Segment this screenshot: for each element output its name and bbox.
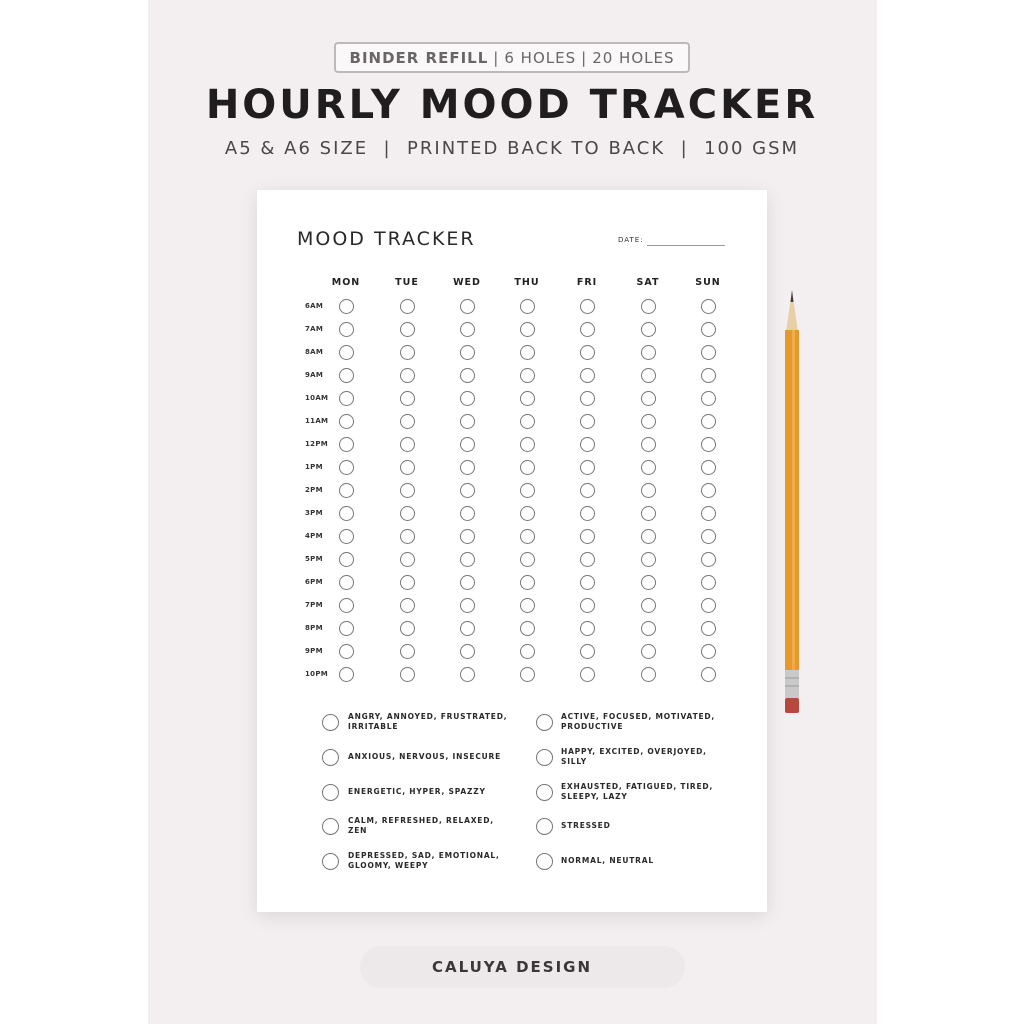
mood-circle-wed-3pm[interactable] — [460, 506, 475, 521]
mood-circle-wed-6am[interactable] — [460, 299, 475, 314]
mood-circle-thu-2pm[interactable] — [520, 483, 535, 498]
mood-circle-sat-5pm[interactable] — [641, 552, 656, 567]
mood-circle-sat-9pm[interactable] — [641, 644, 656, 659]
hour-label: 12PM — [305, 440, 329, 448]
mood-circle-thu-1pm[interactable] — [520, 460, 535, 475]
mood-circle-thu-7am[interactable] — [520, 322, 535, 337]
hour-label: 8PM — [305, 624, 323, 632]
hour-label: 5PM — [305, 555, 323, 563]
mood-circle-mon-3pm[interactable] — [339, 506, 354, 521]
mood-circle-tue-6pm[interactable] — [400, 575, 415, 590]
hour-label: 8AM — [305, 348, 324, 356]
mood-circle-sun-10am[interactable] — [701, 391, 716, 406]
mood-circle-wed-4pm[interactable] — [460, 529, 475, 544]
mood-circle-mon-10pm[interactable] — [339, 667, 354, 682]
badge-20-holes: 20 HOLES — [592, 48, 675, 67]
mood-circle-fri-6pm[interactable] — [580, 575, 595, 590]
mood-circle-mon-10am[interactable] — [339, 391, 354, 406]
mood-circle-sat-1pm[interactable] — [641, 460, 656, 475]
mood-circle-wed-7am[interactable] — [460, 322, 475, 337]
hour-label: 1PM — [305, 463, 323, 471]
mood-circle-mon-1pm[interactable] — [339, 460, 354, 475]
mood-circle-tue-12pm[interactable] — [400, 437, 415, 452]
day-header-tue: TUE — [395, 277, 419, 288]
legend-label: ANXIOUS, NERVOUS, INSECURE — [348, 752, 502, 761]
mood-circle-sun-3pm[interactable] — [701, 506, 716, 521]
mood-circle-sun-8pm[interactable] — [701, 621, 716, 636]
mood-circle-mon-7pm[interactable] — [339, 598, 354, 613]
sheet-title: MOOD TRACKER — [297, 228, 476, 250]
mood-circle-fri-3pm[interactable] — [580, 506, 595, 521]
mood-circle-tue-10am[interactable] — [400, 391, 415, 406]
legend-circle[interactable] — [322, 853, 339, 870]
mood-circle-fri-11am[interactable] — [580, 414, 595, 429]
mood-circle-mon-6pm[interactable] — [339, 575, 354, 590]
page-title: HOURLY MOOD TRACKER — [205, 82, 819, 128]
mood-circle-mon-12pm[interactable] — [339, 437, 354, 452]
badge-binder-refill: BINDER REFILL — [349, 48, 489, 67]
hour-label: 10AM — [305, 394, 329, 402]
mood-circle-wed-1pm[interactable] — [460, 460, 475, 475]
mood-circle-fri-12pm[interactable] — [580, 437, 595, 452]
mood-circle-fri-2pm[interactable] — [580, 483, 595, 498]
mood-circle-sat-8pm[interactable] — [641, 621, 656, 636]
mood-circle-sun-4pm[interactable] — [701, 529, 716, 544]
mood-circle-thu-8am[interactable] — [520, 345, 535, 360]
mood-circle-sun-6pm[interactable] — [701, 575, 716, 590]
mood-circle-thu-7pm[interactable] — [520, 598, 535, 613]
mood-circle-sat-8am[interactable] — [641, 345, 656, 360]
mood-circle-tue-1pm[interactable] — [400, 460, 415, 475]
mood-circle-mon-8am[interactable] — [339, 345, 354, 360]
legend-label: CALM, REFRESHED, RELAXED, ZEN — [348, 816, 494, 835]
mood-circle-thu-6am[interactable] — [520, 299, 535, 314]
mood-circle-fri-10pm[interactable] — [580, 667, 595, 682]
mood-circle-tue-3pm[interactable] — [400, 506, 415, 521]
mood-circle-thu-3pm[interactable] — [520, 506, 535, 521]
hour-label: 6AM — [305, 302, 324, 310]
date-label: DATE: — [618, 236, 644, 244]
hour-label: 11AM — [305, 417, 329, 425]
mood-circle-sun-6am[interactable] — [701, 299, 716, 314]
mood-circle-tue-8am[interactable] — [400, 345, 415, 360]
legend-circle[interactable] — [322, 784, 339, 801]
hour-label: 9PM — [305, 647, 323, 655]
day-header-sun: SUN — [695, 277, 721, 288]
mood-circle-mon-9am[interactable] — [339, 368, 354, 383]
mood-circle-sun-7am[interactable] — [701, 322, 716, 337]
mood-circle-tue-11am[interactable] — [400, 414, 415, 429]
mood-circle-wed-9pm[interactable] — [460, 644, 475, 659]
mood-circle-sun-10pm[interactable] — [701, 667, 716, 682]
day-header-fri: FRI — [576, 277, 598, 288]
mood-circle-sat-7pm[interactable] — [641, 598, 656, 613]
hour-label: 9AM — [305, 371, 324, 379]
mood-circle-thu-9pm[interactable] — [520, 644, 535, 659]
mood-circle-fri-8pm[interactable] — [580, 621, 595, 636]
mood-circle-sat-10am[interactable] — [641, 391, 656, 406]
mood-circle-sun-8am[interactable] — [701, 345, 716, 360]
legend-label: STRESSED — [561, 821, 611, 830]
mood-circle-thu-12pm[interactable] — [520, 437, 535, 452]
mood-circle-thu-11am[interactable] — [520, 414, 535, 429]
legend-circle[interactable] — [536, 853, 553, 870]
legend-circle[interactable] — [536, 818, 553, 835]
mood-circle-fri-7pm[interactable] — [580, 598, 595, 613]
hour-label: 10PM — [305, 670, 329, 678]
hour-label: 6PM — [305, 578, 323, 586]
legend-circle[interactable] — [536, 749, 553, 766]
mood-circle-sat-3pm[interactable] — [641, 506, 656, 521]
mood-circle-tue-7am[interactable] — [400, 322, 415, 337]
mood-circle-wed-10pm[interactable] — [460, 667, 475, 682]
day-header-sat: SAT — [636, 277, 660, 288]
mood-circle-sat-12pm[interactable] — [641, 437, 656, 452]
mood-circle-mon-8pm[interactable] — [339, 621, 354, 636]
mood-circle-wed-8am[interactable] — [460, 345, 475, 360]
mood-circle-sun-9am[interactable] — [701, 368, 716, 383]
mood-circle-sat-2pm[interactable] — [641, 483, 656, 498]
legend-circle[interactable] — [322, 714, 339, 731]
pencil-icon — [782, 290, 802, 715]
mood-circle-mon-2pm[interactable] — [339, 483, 354, 498]
mood-circle-sat-6am[interactable] — [641, 299, 656, 314]
mood-circle-sat-11am[interactable] — [641, 414, 656, 429]
mood-circle-wed-10am[interactable] — [460, 391, 475, 406]
mood-circle-wed-8pm[interactable] — [460, 621, 475, 636]
mood-circle-wed-11am[interactable] — [460, 414, 475, 429]
mood-circle-tue-4pm[interactable] — [400, 529, 415, 544]
mood-circle-sat-7am[interactable] — [641, 322, 656, 337]
page-subtitle: A5 & A6 SIZE | PRINTED BACK TO BACK | 100 GSM — [224, 138, 800, 159]
mood-circle-thu-4pm[interactable] — [520, 529, 535, 544]
mood-tracker-sheet — [257, 190, 767, 912]
mood-circle-fri-8am[interactable] — [580, 345, 595, 360]
mood-circle-tue-5pm[interactable] — [400, 552, 415, 567]
mood-circle-tue-8pm[interactable] — [400, 621, 415, 636]
mood-circle-tue-9pm[interactable] — [400, 644, 415, 659]
mood-circle-mon-5pm[interactable] — [339, 552, 354, 567]
mood-circle-sat-9am[interactable] — [641, 368, 656, 383]
legend-label: ACTIVE, FOCUSED, MOTIVATED, PRODUCTIVE — [561, 712, 716, 731]
mood-circle-sun-7pm[interactable] — [701, 598, 716, 613]
mood-circle-mon-6am[interactable] — [339, 299, 354, 314]
legend-label: NORMAL, NEUTRAL — [561, 856, 654, 865]
mood-circle-tue-6am[interactable] — [400, 299, 415, 314]
mood-circle-thu-6pm[interactable] — [520, 575, 535, 590]
legend-label: ENERGETIC, HYPER, SPAZZY — [348, 787, 486, 796]
mood-circle-fri-9pm[interactable] — [580, 644, 595, 659]
mood-circle-sun-12pm[interactable] — [701, 437, 716, 452]
badge-separator: | — [493, 48, 500, 67]
mood-circle-fri-4pm[interactable] — [580, 529, 595, 544]
legend-circle[interactable] — [322, 749, 339, 766]
mood-circle-wed-6pm[interactable] — [460, 575, 475, 590]
mood-circle-tue-7pm[interactable] — [400, 598, 415, 613]
mood-circle-wed-12pm[interactable] — [460, 437, 475, 452]
mood-circle-sat-4pm[interactable] — [641, 529, 656, 544]
mood-circle-sat-6pm[interactable] — [641, 575, 656, 590]
mood-circle-thu-9am[interactable] — [520, 368, 535, 383]
mood-circle-fri-1pm[interactable] — [580, 460, 595, 475]
legend-label: ANGRY, ANNOYED, FRUSTRATED, IRRITABLE — [348, 712, 508, 731]
legend-circle[interactable] — [536, 714, 553, 731]
badge-6-holes: 6 HOLES — [504, 48, 577, 67]
mood-circle-wed-7pm[interactable] — [460, 598, 475, 613]
mood-circle-thu-10pm[interactable] — [520, 667, 535, 682]
mood-circle-sun-5pm[interactable] — [701, 552, 716, 567]
mood-circle-sun-11am[interactable] — [701, 414, 716, 429]
mood-circle-mon-4pm[interactable] — [339, 529, 354, 544]
mood-circle-fri-7am[interactable] — [580, 322, 595, 337]
legend-label: EXHAUSTED, FATIGUED, TIRED, SLEEPY, LAZY — [561, 782, 714, 801]
mood-circle-wed-5pm[interactable] — [460, 552, 475, 567]
binder-refill-badge — [334, 42, 690, 73]
mood-circle-sun-2pm[interactable] — [701, 483, 716, 498]
day-header-mon: MON — [331, 277, 361, 288]
mood-circle-sun-9pm[interactable] — [701, 644, 716, 659]
mood-circle-tue-10pm[interactable] — [400, 667, 415, 682]
mood-circle-mon-9pm[interactable] — [339, 644, 354, 659]
badge-separator: | — [581, 48, 588, 67]
hour-label: 4PM — [305, 532, 323, 540]
mood-circle-tue-9am[interactable] — [400, 368, 415, 383]
legend-label: HAPPY, EXCITED, OVERJOYED, SILLY — [561, 747, 707, 766]
mood-circle-fri-10am[interactable] — [580, 391, 595, 406]
legend-circle[interactable] — [536, 784, 553, 801]
legend-label: DEPRESSED, SAD, EMOTIONAL, GLOOMY, WEEPY — [348, 851, 500, 870]
mood-circle-mon-7am[interactable] — [339, 322, 354, 337]
mood-circle-wed-2pm[interactable] — [460, 483, 475, 498]
mood-circle-sat-10pm[interactable] — [641, 667, 656, 682]
hour-label: 3PM — [305, 509, 323, 517]
mood-circle-thu-10am[interactable] — [520, 391, 535, 406]
mood-circle-sun-1pm[interactable] — [701, 460, 716, 475]
day-header-thu: THU — [514, 277, 540, 288]
mood-circle-tue-2pm[interactable] — [400, 483, 415, 498]
hour-label: 7PM — [305, 601, 323, 609]
brand-name: CALUYA DESIGN — [431, 958, 593, 976]
date-line — [647, 245, 725, 246]
legend-circle[interactable] — [322, 818, 339, 835]
mood-circle-thu-5pm[interactable] — [520, 552, 535, 567]
mood-circle-wed-9am[interactable] — [460, 368, 475, 383]
day-header-wed: WED — [453, 277, 481, 288]
mood-circle-fri-5pm[interactable] — [580, 552, 595, 567]
mood-circle-thu-8pm[interactable] — [520, 621, 535, 636]
mood-circle-mon-11am[interactable] — [339, 414, 354, 429]
mood-circle-fri-6am[interactable] — [580, 299, 595, 314]
mood-circle-fri-9am[interactable] — [580, 368, 595, 383]
hour-label: 2PM — [305, 486, 323, 494]
hour-label: 7AM — [305, 325, 324, 333]
